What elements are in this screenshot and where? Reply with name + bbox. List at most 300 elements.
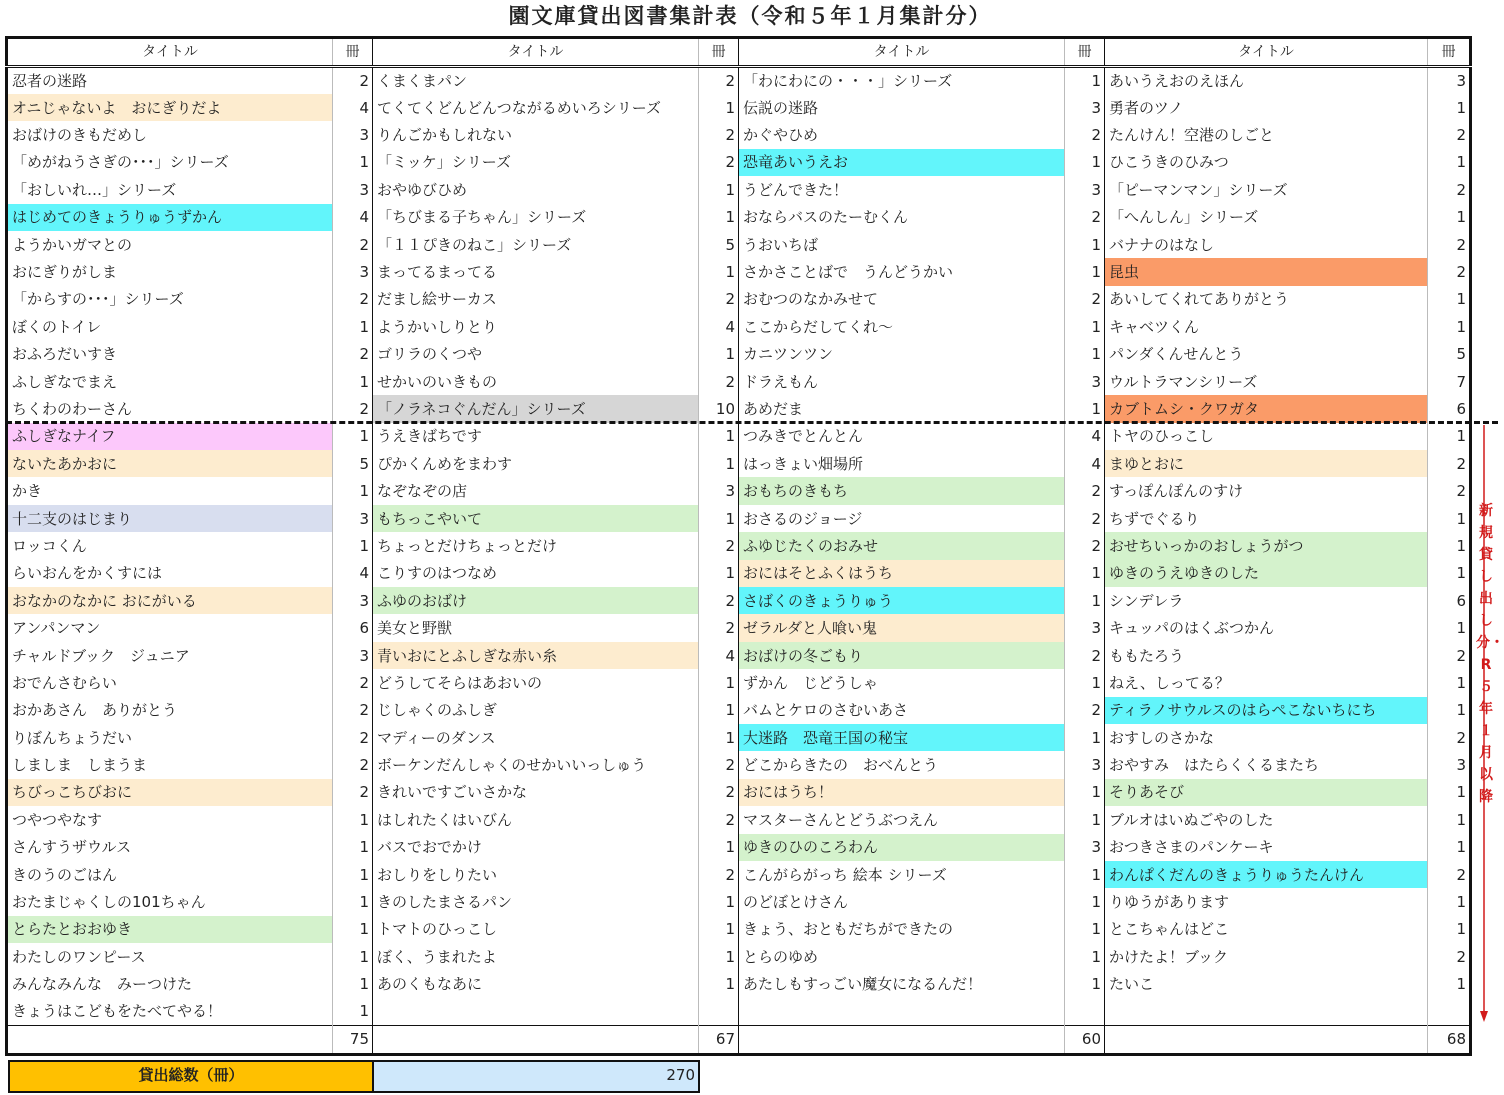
book-title: おにぎりがしま: [7, 258, 333, 285]
book-count: 1: [1065, 971, 1105, 998]
table-row: [7, 313, 1471, 340]
book-title: [373, 998, 699, 1025]
book-count: 1: [699, 423, 739, 450]
book-title: てくてくどんどんつながるめいろシリーズ: [373, 94, 699, 121]
book-count: 1: [1428, 286, 1471, 313]
book-count: 2: [699, 587, 739, 614]
book-count: 1: [333, 861, 373, 888]
book-title: こりすのはつなめ: [373, 560, 699, 587]
book-count: 2: [1428, 861, 1471, 888]
table-row: [7, 834, 1471, 861]
book-count: 2: [1428, 477, 1471, 504]
book-count: 2: [333, 67, 373, 95]
book-title: あいうえおのえほん: [1105, 67, 1428, 95]
book-count: 2: [1065, 477, 1105, 504]
book-count: 4: [1065, 423, 1105, 450]
book-title: [739, 998, 1065, 1025]
book-count: 2: [1065, 121, 1105, 148]
book-count: 1: [699, 450, 739, 477]
book-count: 1: [333, 916, 373, 943]
table-row: [7, 587, 1471, 614]
book-count: 1: [333, 806, 373, 833]
book-title: 「ちびまる子ちゃん」シリーズ: [373, 204, 699, 231]
book-title: とこちゃんはどこ: [1105, 916, 1428, 943]
book-title: バナナのはなし: [1105, 231, 1428, 258]
book-title: まゆとおに: [1105, 450, 1428, 477]
book-count: 4: [699, 313, 739, 340]
book-title: きのしたまさるパン: [373, 888, 699, 915]
lending-table: [5, 36, 1472, 1056]
book-count: 2: [333, 341, 373, 368]
book-count: 1: [333, 423, 373, 450]
book-count: 3: [1065, 751, 1105, 778]
book-title: あたしもすっごい魔女になるんだ！: [739, 971, 1065, 998]
count-header-1: 冊: [333, 38, 373, 67]
book-title: あのくもなあに: [373, 971, 699, 998]
book-title: 大迷路 恐竜王国の秘宝: [739, 724, 1065, 751]
book-count: 2: [1428, 724, 1471, 751]
book-title: 「へんしん」シリーズ: [1105, 204, 1428, 231]
table-row: [7, 505, 1471, 532]
table-row: [7, 697, 1471, 724]
book-title: じしゃくのふしぎ: [373, 697, 699, 724]
book-title: ボーケンだんしゃくのせかいいっしゅう: [373, 751, 699, 778]
book-count: 5: [699, 231, 739, 258]
total-row: [7, 1025, 1471, 1054]
book-title: なぞなぞの店: [373, 477, 699, 504]
book-count: 1: [333, 368, 373, 395]
book-title: ゼラルダと人喰い鬼: [739, 614, 1065, 641]
table-row: [7, 614, 1471, 641]
book-title: ちずでぐるり: [1105, 505, 1428, 532]
book-count: 2: [1428, 943, 1471, 970]
book-title: せかいのいきもの: [373, 368, 699, 395]
table-row: [7, 258, 1471, 285]
table-row: [7, 916, 1471, 943]
book-count: 10: [699, 395, 739, 422]
book-count: 1: [1065, 916, 1105, 943]
book-count: 2: [699, 861, 739, 888]
table-row: [7, 998, 1471, 1025]
book-count: 1: [699, 505, 739, 532]
book-title: バムとケロのさむいあさ: [739, 697, 1065, 724]
book-count: 2: [699, 121, 739, 148]
book-title: らいおんをかくすには: [7, 560, 333, 587]
total-value: 270: [374, 1062, 698, 1091]
book-count: 2: [699, 806, 739, 833]
count-header-3: 冊: [1065, 38, 1105, 67]
book-count: 1: [699, 697, 739, 724]
book-count: 1: [699, 258, 739, 285]
book-title: 昆虫: [1105, 258, 1428, 285]
book-count: 1: [699, 971, 739, 998]
table-row: [7, 642, 1471, 669]
book-title: おたまじゃくしの101ちゃん: [7, 888, 333, 915]
total-spacer: [373, 1025, 699, 1054]
book-count: 2: [1428, 176, 1471, 203]
book-count: 3: [333, 642, 373, 669]
book-title: 勇者のツノ: [1105, 94, 1428, 121]
book-title: ぴかくんめをまわす: [373, 450, 699, 477]
book-title: とらたとおおゆき: [7, 916, 333, 943]
book-count: 1: [1065, 231, 1105, 258]
book-title: おやゆびひめ: [373, 176, 699, 203]
table-row: [7, 341, 1471, 368]
new-lending-note: 新規貸し出し分・R５年１月以降: [1476, 503, 1504, 805]
book-count: 1: [699, 176, 739, 203]
book-title: くまくまパン: [373, 67, 699, 95]
book-title: 「めがねうさぎの･･･」シリーズ: [7, 149, 333, 176]
book-title: きれいですごいさかな: [373, 779, 699, 806]
book-count: 2: [699, 532, 739, 559]
table-row: [7, 806, 1471, 833]
book-title: かき: [7, 477, 333, 504]
book-title: おばけの冬ごもり: [739, 642, 1065, 669]
book-title: 「ノラネコぐんだん」シリーズ: [373, 395, 699, 422]
book-title: おしりをしりたい: [373, 861, 699, 888]
book-count: 1: [333, 971, 373, 998]
book-title: ぼく、うまれたよ: [373, 943, 699, 970]
book-title: マディーのダンス: [373, 724, 699, 751]
book-title: おつきさまのパンケーキ: [1105, 834, 1428, 861]
book-count: 3: [1065, 368, 1105, 395]
book-title: ひこうきのひみつ: [1105, 149, 1428, 176]
book-title: ないたあかおに: [7, 450, 333, 477]
book-title: ゴリラのくつや: [373, 341, 699, 368]
book-title: うどんできた！: [739, 176, 1065, 203]
book-title: ようかいしりとり: [373, 313, 699, 340]
book-title: ずかん じどうしゃ: [739, 669, 1065, 696]
book-title: おやすみ はたらくくるまたち: [1105, 751, 1428, 778]
table-row: [7, 176, 1471, 203]
table-row: [7, 286, 1471, 313]
table-row: [7, 121, 1471, 148]
book-count: 3: [1065, 614, 1105, 641]
book-count: 1: [333, 313, 373, 340]
table-row: [7, 560, 1471, 587]
book-count: 1: [1428, 149, 1471, 176]
book-count: 2: [333, 697, 373, 724]
book-title: すっぽんぽんのすけ: [1105, 477, 1428, 504]
title-header-3: タイトル: [739, 38, 1065, 67]
book-title: さかさことばで うんどうかい: [739, 258, 1065, 285]
book-title: まってるまってる: [373, 258, 699, 285]
book-title: ふゆのおばけ: [373, 587, 699, 614]
book-title: おでんさむらい: [7, 669, 333, 696]
book-count: 1: [699, 916, 739, 943]
book-title: さんすうザウルス: [7, 834, 333, 861]
book-count: 2: [699, 614, 739, 641]
book-count: 1: [1065, 341, 1105, 368]
book-count: 1: [1065, 67, 1105, 95]
book-title: ようかいガマとの: [7, 231, 333, 258]
table-row: [7, 423, 1471, 450]
total-spacer: [7, 1025, 333, 1054]
column-total: 68: [1428, 1025, 1471, 1054]
book-title: トヤのひっこし: [1105, 423, 1428, 450]
book-title: [1105, 998, 1428, 1025]
book-count: 1: [699, 888, 739, 915]
book-count: 1: [1065, 806, 1105, 833]
book-count: 2: [699, 751, 739, 778]
column-total: 75: [333, 1025, 373, 1054]
count-header-4: 冊: [1428, 38, 1471, 67]
book-count: 2: [1428, 231, 1471, 258]
book-title: ゆきのひのころわん: [739, 834, 1065, 861]
book-title: おにはうち！: [739, 779, 1065, 806]
book-title: おせちいっかのおしょうがつ: [1105, 532, 1428, 559]
book-count: 2: [333, 779, 373, 806]
lending-total-summary: [8, 1060, 700, 1093]
header-row: [7, 38, 1471, 67]
table-row: [7, 971, 1471, 998]
book-count: 2: [1065, 204, 1105, 231]
book-title: わんぱくだんのきょうりゅうたんけん: [1105, 861, 1428, 888]
book-title: おふろだいすき: [7, 341, 333, 368]
book-title: 「おしいれ…」シリーズ: [7, 176, 333, 203]
book-title: 青いおにとふしぎな赤い糸: [373, 642, 699, 669]
book-count: 2: [333, 751, 373, 778]
book-count: 2: [699, 149, 739, 176]
book-count: 3: [1428, 67, 1471, 95]
book-title: 十二支のはじまり: [7, 505, 333, 532]
book-count: 1: [1065, 779, 1105, 806]
book-title: つやつやなす: [7, 806, 333, 833]
new-lending-divider: [6, 421, 1498, 424]
book-count: 4: [333, 204, 373, 231]
count-header-2: 冊: [699, 38, 739, 67]
book-title: はっきょい畑場所: [739, 450, 1065, 477]
book-title: ちびっこちびおに: [7, 779, 333, 806]
book-count: 5: [333, 450, 373, 477]
book-title: ブルオはいぬごやのした: [1105, 806, 1428, 833]
book-count: 1: [1428, 888, 1471, 915]
book-title: ちくわのわーさん: [7, 395, 333, 422]
book-count: 2: [1065, 697, 1105, 724]
total-spacer: [739, 1025, 1065, 1054]
total-label: 貸出総数（冊）: [10, 1062, 374, 1091]
book-count: 1: [1428, 697, 1471, 724]
book-count: 1: [1428, 560, 1471, 587]
title-header-2: タイトル: [373, 38, 699, 67]
book-title: 「ミッケ」シリーズ: [373, 149, 699, 176]
book-title: トマトのひっこし: [373, 916, 699, 943]
book-title: ここからだしてくれ～: [739, 313, 1065, 340]
book-title: のどぼとけさん: [739, 888, 1065, 915]
book-title: おもちのきもち: [739, 477, 1065, 504]
book-count: 1: [1065, 395, 1105, 422]
book-count: 3: [333, 587, 373, 614]
book-count: 1: [1065, 724, 1105, 751]
book-title: きょう、おともだちができたの: [739, 916, 1065, 943]
book-title: きのうのごはん: [7, 861, 333, 888]
book-count: 2: [699, 286, 739, 313]
book-title: うおいちば: [739, 231, 1065, 258]
table-row: [7, 532, 1471, 559]
book-title: おにはそとふくはうち: [739, 560, 1065, 587]
book-title: ウルトラマンシリーズ: [1105, 368, 1428, 395]
book-count: 1: [1428, 834, 1471, 861]
table-row: [7, 231, 1471, 258]
book-count: 2: [333, 286, 373, 313]
book-count: 3: [333, 121, 373, 148]
book-count: 1: [1428, 423, 1471, 450]
book-title: りんごかもしれない: [373, 121, 699, 148]
book-title: はじめてのきょうりゅうずかん: [7, 204, 333, 231]
book-title: ドラえもん: [739, 368, 1065, 395]
book-count: 3: [333, 258, 373, 285]
book-title: シンデレラ: [1105, 587, 1428, 614]
book-count: 1: [1065, 560, 1105, 587]
book-title: 「わにわにの・・・」シリーズ: [739, 67, 1065, 95]
book-count: 1: [1065, 861, 1105, 888]
book-count: 2: [699, 779, 739, 806]
book-title: おばけのきもだめし: [7, 121, 333, 148]
table-row: [7, 888, 1471, 915]
book-count: 3: [1065, 834, 1105, 861]
table-row: [7, 943, 1471, 970]
book-title: おむつのなかみせて: [739, 286, 1065, 313]
page-title: 園文庫貸出図書集計表（令和５年１月集計分）: [508, 4, 992, 28]
book-title: おなかのなかに おにがいる: [7, 587, 333, 614]
table-row: [7, 204, 1471, 231]
book-title: りぼんちょうだい: [7, 724, 333, 751]
column-total: 67: [699, 1025, 739, 1054]
book-title: 「ピーマンマン」シリーズ: [1105, 176, 1428, 203]
book-count: 2: [699, 67, 739, 95]
book-count: 1: [333, 149, 373, 176]
book-title: おかあさん ありがとう: [7, 697, 333, 724]
table-body: [7, 67, 1471, 1026]
book-count: 6: [1428, 395, 1471, 422]
book-count: 2: [1065, 532, 1105, 559]
book-count: 1: [699, 669, 739, 696]
book-count: 1: [333, 834, 373, 861]
table-row: [7, 395, 1471, 422]
book-title: しましま しまうま: [7, 751, 333, 778]
book-title: わたしのワンピース: [7, 943, 333, 970]
book-count: 5: [1428, 341, 1471, 368]
book-count: 4: [1065, 450, 1105, 477]
book-count: 1: [333, 532, 373, 559]
book-count: 2: [1428, 450, 1471, 477]
book-title: アンパンマン: [7, 614, 333, 641]
book-count: 2: [1428, 258, 1471, 285]
book-count: 1: [1428, 806, 1471, 833]
book-title: キュッパのはくぶつかん: [1105, 614, 1428, 641]
book-title: 「１１ぴきのねこ」シリーズ: [373, 231, 699, 258]
book-count: 3: [333, 176, 373, 203]
book-title: ぼくのトイレ: [7, 313, 333, 340]
book-count: 4: [699, 642, 739, 669]
book-title: かぐやひめ: [739, 121, 1065, 148]
book-count: 1: [1428, 204, 1471, 231]
book-title: どうしてそらはあおいの: [373, 669, 699, 696]
book-count: 1: [333, 477, 373, 504]
table-row: [7, 477, 1471, 504]
book-count: 1: [699, 724, 739, 751]
book-count: 1: [1065, 313, 1105, 340]
book-count: 1: [699, 834, 739, 861]
book-count: 2: [1428, 642, 1471, 669]
book-count: 1: [1428, 669, 1471, 696]
book-title: 恐竜あいうえお: [739, 149, 1065, 176]
book-title: あいしてくれてありがとう: [1105, 286, 1428, 313]
book-count: 3: [699, 477, 739, 504]
book-count: 1: [1065, 587, 1105, 614]
book-title: カニツンツン: [739, 341, 1065, 368]
book-count: 1: [699, 560, 739, 587]
book-count: 2: [699, 368, 739, 395]
book-title: さばくのきょうりゅう: [739, 587, 1065, 614]
book-count: 1: [1065, 149, 1105, 176]
book-count: 3: [1065, 176, 1105, 203]
book-title: だまし絵サーカス: [373, 286, 699, 313]
book-count: 1: [1428, 532, 1471, 559]
book-count: 2: [333, 395, 373, 422]
table-row: [7, 149, 1471, 176]
total-spacer: [1105, 1025, 1428, 1054]
book-count: 4: [333, 560, 373, 587]
book-count: 1: [1428, 779, 1471, 806]
book-count: 2: [333, 231, 373, 258]
book-count: 6: [1428, 587, 1471, 614]
book-count: 3: [333, 505, 373, 532]
book-count: 1: [1428, 505, 1471, 532]
column-total: 60: [1065, 1025, 1105, 1054]
book-count: 1: [1065, 669, 1105, 696]
table-row: [7, 450, 1471, 477]
book-count: 1: [699, 943, 739, 970]
book-title: こんがらがっち 絵本 シリーズ: [739, 861, 1065, 888]
book-count: 2: [1065, 505, 1105, 532]
book-count: 2: [1428, 121, 1471, 148]
book-count: 1: [1428, 94, 1471, 121]
book-title: キャベツくん: [1105, 313, 1428, 340]
book-title: たいこ: [1105, 971, 1428, 998]
book-count: 3: [1065, 94, 1105, 121]
table-row: [7, 751, 1471, 778]
book-title: ちょっとだけちょっとだけ: [373, 532, 699, 559]
book-title: うえきばちです: [373, 423, 699, 450]
book-title: あめだま: [739, 395, 1065, 422]
book-count: 1: [1428, 916, 1471, 943]
book-title: チャルドブック ジュニア: [7, 642, 333, 669]
book-title: ふしぎなでまえ: [7, 368, 333, 395]
book-title: マスターさんとどうぶつえん: [739, 806, 1065, 833]
book-title: りゆうがあります: [1105, 888, 1428, 915]
book-title: そりあそび: [1105, 779, 1428, 806]
book-count: 2: [333, 669, 373, 696]
table-row: [7, 724, 1471, 751]
table-row: [7, 67, 1471, 95]
book-count: 1: [1065, 888, 1105, 915]
book-title: おすしのさかな: [1105, 724, 1428, 751]
book-title: みんなみんな みーつけた: [7, 971, 333, 998]
book-count: 1: [1065, 943, 1105, 970]
table-row: [7, 861, 1471, 888]
book-title: カブトムシ・クワガタ: [1105, 395, 1428, 422]
book-count: 1: [1428, 614, 1471, 641]
book-title: どこからきたの おべんとう: [739, 751, 1065, 778]
book-count: 2: [1065, 642, 1105, 669]
book-title: ふゆじたくのおみせ: [739, 532, 1065, 559]
book-title: ねえ、しってる？: [1105, 669, 1428, 696]
table-row: [7, 94, 1471, 121]
book-count: 1: [333, 943, 373, 970]
book-count: 1: [1428, 971, 1471, 998]
book-count: [1065, 998, 1105, 1025]
